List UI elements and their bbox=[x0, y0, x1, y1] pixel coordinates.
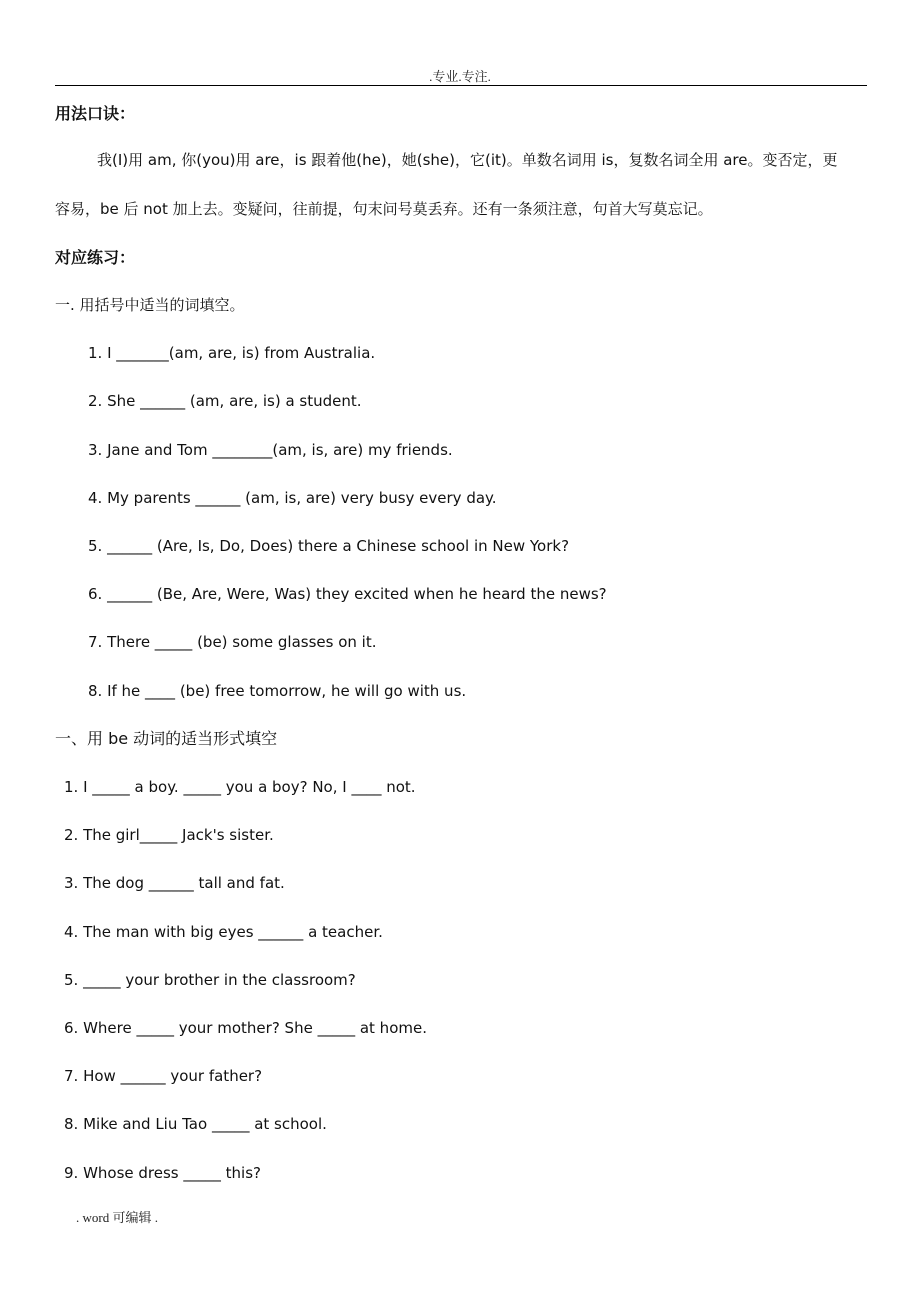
mnemonic-line-2: 容易，be 后 not 加上去。变疑问，往前提，句末问号莫丢弃。还有一条须注意，句首大写莫忘记。 bbox=[55, 200, 713, 218]
section1-item-6: 6. ______ (Be, Are, Were, Was) they excited when he heard the news? bbox=[88, 585, 607, 603]
page-footer: . word 可编辑 . bbox=[76, 1210, 158, 1225]
header-rule bbox=[55, 85, 867, 86]
section2-item-8: 8. Mike and Liu Tao _____ at school. bbox=[64, 1115, 327, 1133]
section2-item-7: 7. How ______ your father? bbox=[64, 1067, 263, 1085]
section1-item-4: 4. My parents ______ (am, is, are) very busy every day. bbox=[88, 489, 497, 507]
section2-item-5: 5. _____ your brother in the classroom? bbox=[64, 971, 356, 989]
section1-item-2: 2. She ______ (am, are, is) a student. bbox=[88, 392, 362, 410]
section1-heading: 一. 用括号中适当的词填空。 bbox=[55, 296, 245, 314]
section1-item-5: 5. ______ (Are, Is, Do, Does) there a Chinese school in New York? bbox=[88, 537, 570, 555]
section2-item-3: 3. The dog ______ tall and fat. bbox=[64, 874, 285, 892]
practice-title: 对应练习： bbox=[55, 248, 136, 267]
section1-item-1: 1. I _______(am, are, is) from Australia. bbox=[88, 344, 376, 362]
section2-heading: 一、用 be 动词的适当形式填空 bbox=[55, 729, 278, 748]
section2-item-9: 9. Whose dress _____ this? bbox=[64, 1164, 261, 1182]
mnemonic-line-1: 我(I)用 am, 你(you)用 are，is 跟着他(he)，她(she)，它(it)。单数名词用 is，复数名词全用 are。变否定，更 bbox=[97, 151, 838, 169]
section1-item-3: 3. Jane and Tom ________(am, is, are) my friends. bbox=[88, 441, 453, 459]
section2-item-2: 2. The girl_____ Jack's sister. bbox=[64, 826, 274, 844]
section2-item-1: 1. I _____ a boy. _____ you a boy? No, I ____ not. bbox=[64, 778, 416, 796]
page-header: .专业.专注. bbox=[429, 69, 491, 84]
section2-item-4: 4. The man with big eyes ______ a teacher. bbox=[64, 923, 383, 941]
section1-item-8: 8. If he ____ (be) free tomorrow, he will go with us. bbox=[88, 682, 467, 700]
section2-item-6: 6. Where _____ your mother? She _____ at home. bbox=[64, 1019, 427, 1037]
mnemonic-title: 用法口诀： bbox=[55, 104, 136, 123]
section1-item-7: 7. There _____ (be) some glasses on it. bbox=[88, 633, 377, 651]
